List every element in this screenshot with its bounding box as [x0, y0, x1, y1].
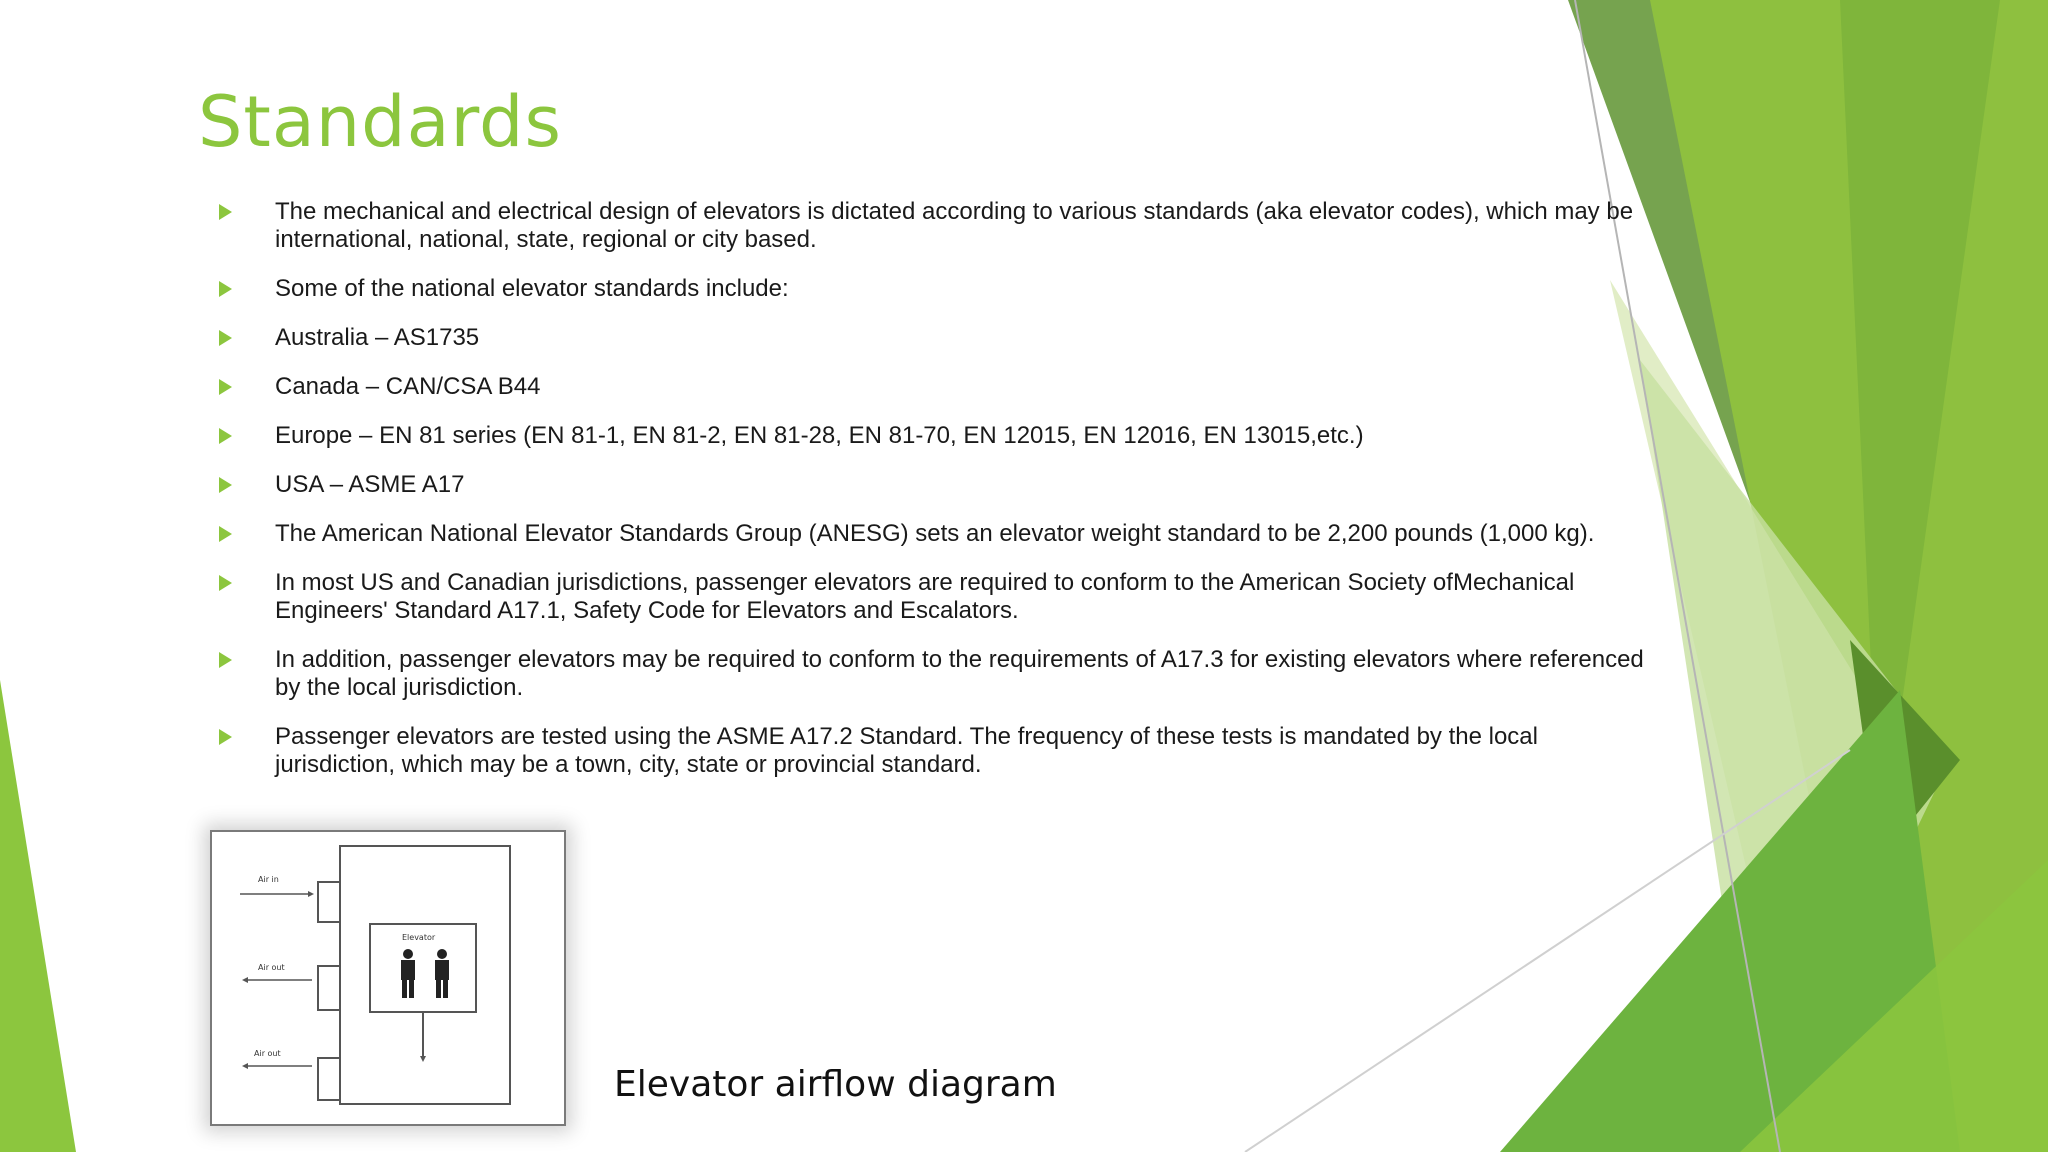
air-in-label: Air in — [258, 875, 279, 884]
bullet-item — [215, 324, 1645, 352]
air-out-arrow-1-head — [242, 977, 248, 983]
bullet-item — [215, 520, 1645, 548]
person-icon — [401, 949, 415, 998]
shaft-outline — [340, 846, 510, 1104]
triangle-bullet-icon — [219, 526, 232, 542]
bullet-item — [215, 198, 1645, 254]
triangle-bullet-icon — [219, 575, 232, 591]
bullet-item — [215, 373, 1645, 401]
bullet-text: In most US and Canadian jurisdictions, passenger elevators are required to conform to the American Society ofMechanical Engineers' Standard A17.1, Safety Code for Elevators and Escalators. — [275, 569, 1575, 624]
triangle-bullet-icon — [219, 379, 232, 395]
triangle-bullet-icon — [219, 428, 232, 444]
triangle-bullet-icon — [219, 281, 232, 297]
bullet-text: USA – ASME A17 — [275, 471, 465, 498]
triangle-bullet-icon — [219, 330, 232, 346]
person-icon — [435, 949, 449, 998]
bullet-text: Australia – AS1735 — [275, 324, 480, 351]
triangle-bullet-icon — [219, 729, 232, 745]
elevator-cable-end — [420, 1056, 426, 1062]
bullet-text: Europe – EN 81 series (EN 81-1, EN 81-2, EN 81-28, EN 81-70, EN 12015, EN 12016, EN 13015,etc.) — [275, 422, 1364, 449]
elevator-label: Elevator — [402, 933, 436, 942]
bullet-text: In addition, passenger elevators may be required to conform to the requirements of A17.3 for existing elevators where referenced by the local jurisdiction. — [275, 646, 1644, 701]
bullet-text: Canada – CAN/CSA B44 — [275, 373, 541, 400]
left-green-sliver — [0, 680, 76, 1152]
figure-caption: Elevator airflow diagram — [614, 1064, 1057, 1105]
slide-title: Standards — [198, 81, 562, 163]
bullet-item — [215, 471, 1645, 499]
bullet-item — [215, 422, 1645, 450]
vent-box-middle — [318, 966, 340, 1010]
triangle-bullet-icon — [219, 477, 232, 493]
air-out-label-1: Air out — [258, 963, 285, 972]
vent-box-bottom — [318, 1058, 340, 1100]
vent-box-top — [318, 882, 340, 922]
bullet-text: Some of the national elevator standards include: — [275, 275, 789, 302]
bullet-item — [215, 275, 1645, 303]
bullet-item — [215, 646, 1645, 702]
air-out-arrow-2-head — [242, 1063, 248, 1069]
bullet-item — [215, 569, 1645, 625]
bullet-item — [215, 723, 1645, 779]
bullet-text: Passenger elevators are tested using the ASME A17.2 Standard. The frequency of these tests is mandated by the local jurisdiction, which may be a town, city, state or provincial standard. — [275, 723, 1538, 778]
triangle-bullet-icon — [219, 204, 232, 220]
elevator-airflow-diagram — [210, 830, 566, 1126]
bullet-text: The mechanical and electrical design of elevators is dictated according to various standards (aka elevator codes), which may be international, national, state, regional or city based. — [275, 198, 1634, 253]
air-out-label-2: Air out — [254, 1049, 281, 1058]
triangle-bullet-icon — [219, 652, 232, 668]
bullet-list — [215, 198, 1645, 800]
air-in-arrow-head — [308, 891, 314, 897]
bullet-text: The American National Elevator Standards Group (ANESG) sets an elevator weight standard to be 2,200 pounds (1,000 kg). — [275, 520, 1595, 547]
